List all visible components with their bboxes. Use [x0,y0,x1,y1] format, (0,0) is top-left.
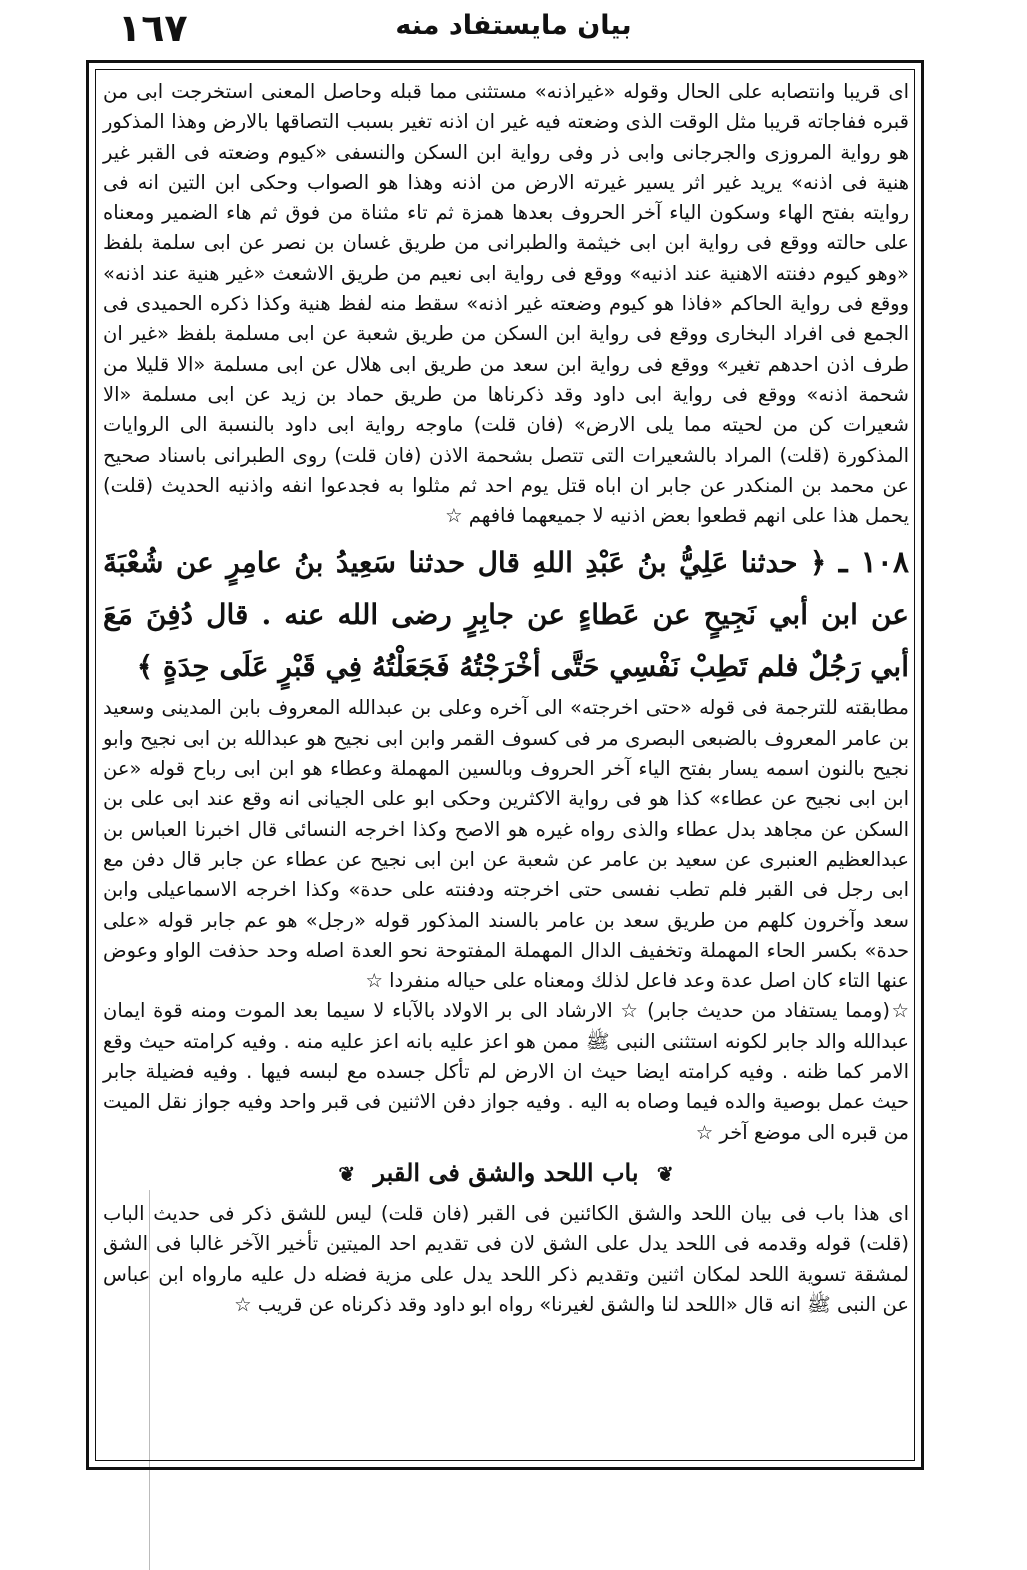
page-frame [86,60,924,1470]
chapter-title: باب اللحد والشق فى القبر [373,1157,639,1187]
ornament-icon: ❦ [656,1161,674,1186]
chapter-heading [103,1152,909,1195]
commentary-paragraph-4: اى هذا باب فى بيان اللحد والشق الكائنين فى القبر (فان قلت) ليس للشق ذكر فى حديث الباب (قلت) قوله وقدمه فى اللحد يدل على الشق لان فى تقديم احد الميتين تأخير الآخر غالبا فى الشق لمشقة تسوية اللحد لمكان اثنين وتقديم ذكر اللحد يدل على مزية فضله دل عليه مارواه ابن عباس عن النبى ﷺ انه قال «اللحد لنا والشق لغيرنا» رواه ابو داود وقد ذكرناه عن قريب ☆ [103,1201,909,1316]
commentary-paragraph-3: ☆(ومما يستفاد من حديث جابر) ☆ الارشاد الى بر الاولاد بالآباء لا سيما بعد الموت ومنه قوة ايمان عبدالله والد جابر لكونه استثنى النبى ﷺ ممن هو اعز عليه بانه اعز عليه منه . وفيه كرامته حيث وقع الامر كما ظنه . وفيه كرامته ايضا حيث ان الارض لم تأكل جسده مع لبسه فيها . وفيه فضيلة جابر حيث عمل بوصية والده فيما وصاه به اليه . وفيه جواز دفن الاثنين فى قبر واحد وفيه جواز نقل الميت من قبره الى موضع آخر ☆ [103,999,909,1144]
running-head: بيان مايستفاد منه [395,10,632,41]
page-content [103,77,909,1457]
page-number: ١٦٧ [118,6,188,50]
hadith-108 [103,537,909,693]
commentary-paragraph-1: اى قريبا وانتصابه على الحال وقوله «غيراذنه» مستثنى مما قبله وحاصل المعنى استخرجت ابى من قبره ففاجاته قريبا مثل الوقت الذى وضعته فيه غير ان اذنه تغير بسبب التصاقها بالارض وهذا المذكور هو رواية المروزى والجرجانى وابى ذر وفى رواية ابن السكن والنسفى «كيوم وضعته فى القبر غير هنية فى اذنه» يريد غير اثر يسير غيرته الارض من اذنه وهذا هو الصواب وحكى ابن التين انه فى روايته بفتح الهاء وسكون الياء آخر الحروف بعدها همزة ثم تاء مثناة من فوق ثم هاء الضمير ومعناه على حالته ووقع فى رواية ابن ابى خيثمة والطبرانى من طريق غسان بن نصر عن ابى سلمة بلفظ «وهو كيوم دفنته الاهنية عند اذنيه» ووقع فى رواية ابى نعيم من طريق الاشعث «غير هنية عند اذنه» ووقع فى رواية الحاكم «فاذا هو كيوم وضعته غير اذنه» سقط منه لفظ هنية وكذا ذكره الحميدى فى الجمع فى افراد البخارى ووقع فى رواية ابن السكن من طريق شعبة عن ابى مسلمة بلفظ «غير ان طرف اذن احدهم تغير» ووقع فى رواية ابن سعد من طريق ابى هلال عن ابى مسلمة «الا قليلا من شحمة اذنه» ووقع فى رواية ابى داود وقد ذكرناها من طريق حماد بن زيد عن ابى مسلمة «الا شعيرات كن من لحيته مما يلى الارض» (فان قلت) ماوجه رواية ابى داود بالنسبة الى الروايات المذكورة (قلت) المراد بالشعيرات التى تتصل بشحمة الاذن (فان قلت) روى الطبرانى باسناد صحيح عن محمد بن المنكدر عن جابر ان اباه قتل يوم احد ثم مثلوا به فجدعوا انفه واذنيه الحديث (قلت) يحمل هذا على انهم قطعوا بعض اذنيه لا جميعهما فافهم ☆ [103,80,909,528]
hadith-number: ١٠٨ ـ [838,545,910,581]
ornament-icon: ❦ [338,1161,356,1186]
hadith-text: ﴿ حدثنا عَلِيُّ بنُ عَبْدِ اللهِ قال حدثنا سَعِيدُ بنُ عامِرٍ عن شُعْبَةَ عن ابن أبي نَجِيحٍ عن عَطاءٍ عن جابِرٍ رضى الله عنه . قال دُفِنَ مَعَ أبي رَجُلٌ فلم تَطِبْ نَفْسِي حَتَّى أخْرَجْتُهُ فَجَعَلْتُهُ فِي قَبْرٍ عَلَى حِدَةٍ ﴾ [103,546,909,684]
commentary-paragraph-2: مطابقته للترجمة فى قوله «حتى اخرجته» الى آخره وعلى بن عبدالله المعروف بابن المدينى وسعيد بن عامر المعروف بالضبعى البصرى مر فى كسوف القمر وابن ابى نجيح هو عبدالله بن ابى نجيح وابو نجيح بالنون اسمه يسار بفتح الياء آخر الحروف وبالسين المهملة وعطاء هو ابن ابى رباح قوله «عن ابن ابى نجيح عن عطاء» كذا هو فى رواية الاكثرين وحكى ابو على الجيانى انه وقع عند ابى على بن السكن عن مجاهد بدل عطاء والذى رواه غيره هو الاصح وكذا اخرجه النسائى قال اخبرنا العباس بن عبدالعظيم العنبرى عن سعيد بن عامر عن شعبة عن ابن ابى نجيح عن عطاء عن جابر قال دفن مع ابى رجل فى القبر فلم تطب نفسى حتى اخرجته ودفنته على حدة» وكذا اخرجه الاسماعيلى وابن سعد وآخرون كلهم من طريق سعد بن عامر بالسند المذكور قوله «رجل» هو عم جابر قوله «على حدة» بكسر الحاء المهملة وتخفيف الدال المهملة المفتوحة نحو العدة اصله وحد حذفت الواو وعوض عنها التاء كان اصل عدة وعد فاعل لذلك ومعناه على حياله منفردا ☆ [103,696,909,993]
